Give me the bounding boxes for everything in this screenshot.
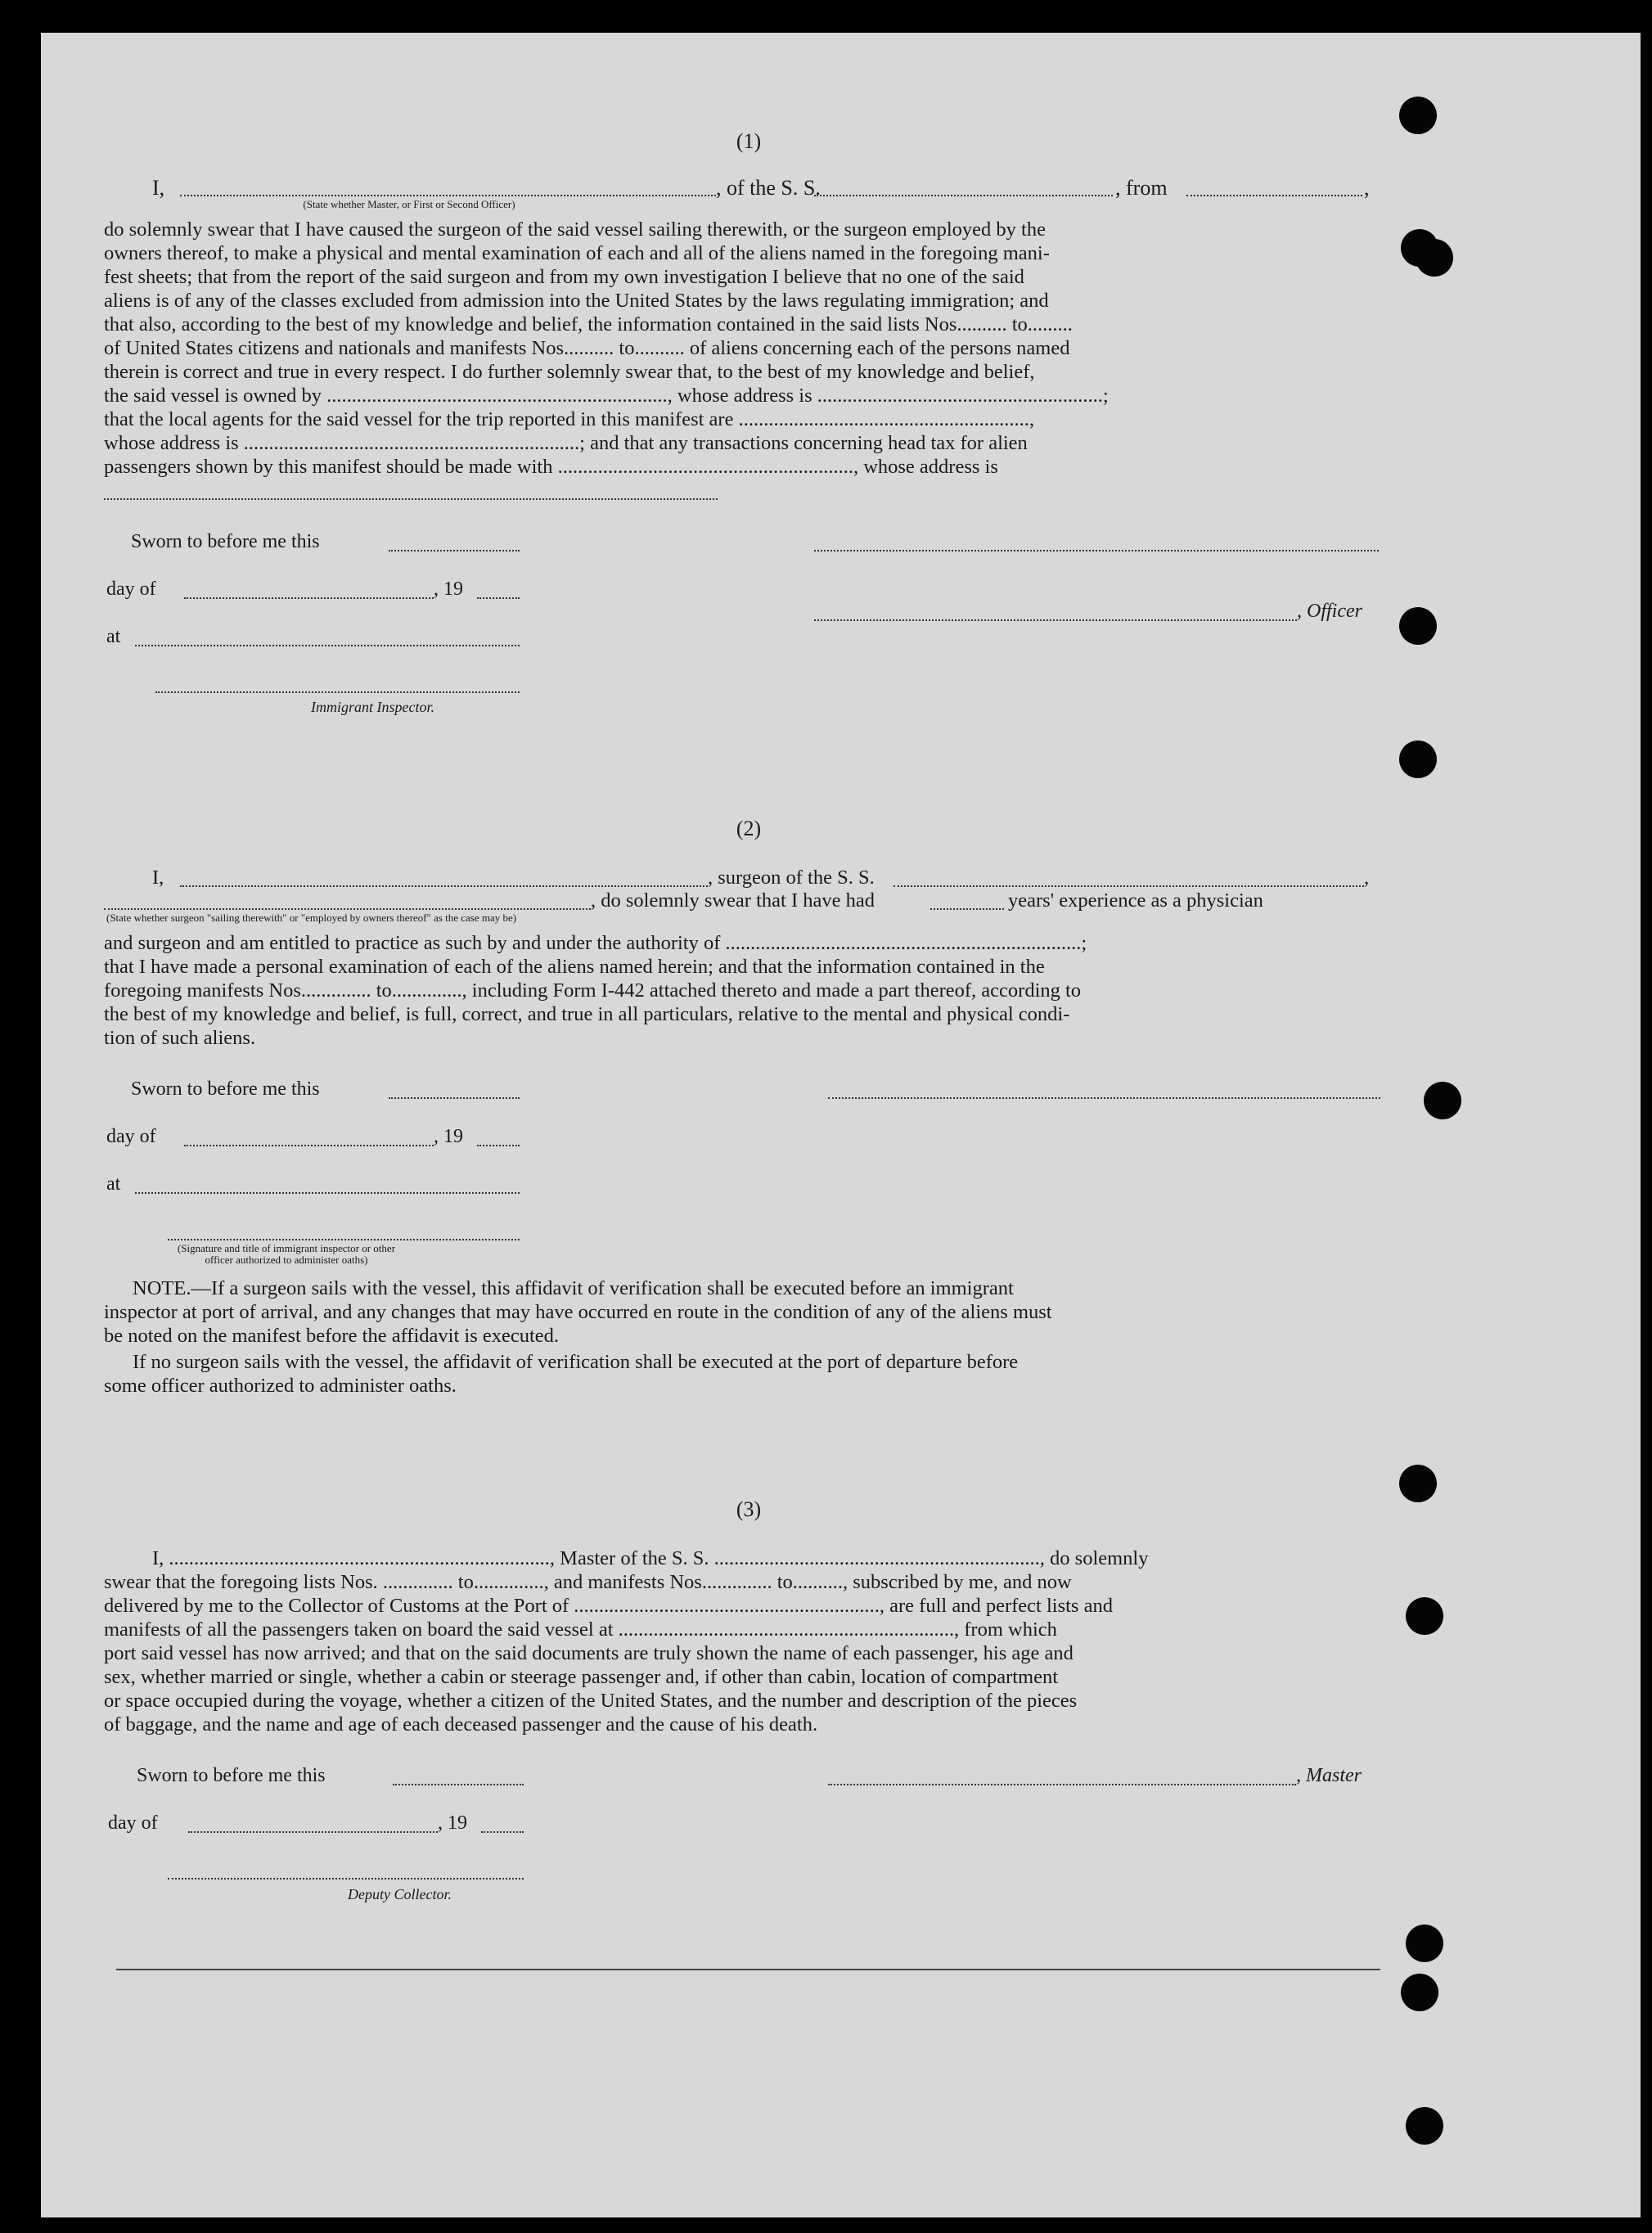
binder-hole bbox=[1416, 239, 1453, 277]
binder-hole bbox=[1406, 1925, 1443, 1962]
at-place-field[interactable] bbox=[135, 645, 520, 646]
binder-hole bbox=[1406, 2107, 1443, 2145]
day-of-field[interactable] bbox=[184, 1145, 434, 1146]
officer-signature-field[interactable] bbox=[814, 550, 1379, 551]
surgeon-status-field[interactable] bbox=[104, 908, 591, 910]
master-name-field[interactable] bbox=[180, 195, 716, 196]
oath-line: do solemnly swear that I have caused the surgeon of the said vessel sailing therewith, or the surgeon employed by the bbox=[104, 218, 1046, 241]
signature-caption: (Signature and title of immigrant inspector or other officer authorized to administer oaths) bbox=[177, 1242, 396, 1266]
at-label: at bbox=[106, 626, 121, 647]
day-of-label: day of bbox=[108, 1812, 158, 1834]
year-field[interactable] bbox=[477, 1145, 520, 1146]
bottom-rule bbox=[116, 1969, 1380, 1970]
surgeon-vessel-field[interactable] bbox=[894, 885, 1364, 887]
at-place-field[interactable] bbox=[135, 1192, 520, 1194]
oath-line: manifests of all the passengers taken on board the said vessel at ..................................................................., from which bbox=[104, 1618, 1057, 1641]
section-1-number: (1) bbox=[736, 129, 762, 153]
note-text: —If a surgeon sails with the vessel, this affidavit of verification shall be executed before an immigrant bbox=[191, 1277, 1014, 1299]
day-of-label: day of bbox=[106, 579, 156, 600]
section-2-number: (2) bbox=[736, 817, 762, 840]
day-of-field[interactable] bbox=[184, 597, 434, 599]
section-2-i: I, bbox=[152, 867, 164, 889]
oath-line: that I have made a personal examination of each of the aliens named herein; and that the information contained in the bbox=[104, 956, 1045, 978]
binder-hole bbox=[1424, 1082, 1461, 1119]
sworn-label: Sworn to before me this bbox=[137, 1765, 326, 1786]
year-label: , 19 bbox=[438, 1812, 467, 1834]
oath-line: whose address is ...................................................................; and that any transactions concerning head tax for alien bbox=[104, 432, 1028, 454]
oath-line: foregoing manifests Nos.............. to.............., including Form I-442 attached thereto and made a part thereof, according to bbox=[104, 979, 1082, 1002]
vessel-name-field[interactable] bbox=[814, 195, 1113, 196]
sworn-date-field[interactable] bbox=[393, 1784, 524, 1785]
year-field[interactable] bbox=[477, 597, 520, 599]
deputy-collector-signature-field[interactable] bbox=[168, 1878, 524, 1880]
oath-line: tion of such aliens. bbox=[104, 1027, 256, 1049]
note-line: If no surgeon sails with the vessel, the affidavit of verification shall be executed at the port of departure before bbox=[133, 1351, 1019, 1373]
section-2-comma: , bbox=[1364, 867, 1370, 889]
year-label: , 19 bbox=[434, 579, 463, 600]
surgeon-signature-field[interactable] bbox=[828, 1097, 1380, 1099]
section-1-i: I, bbox=[152, 176, 165, 200]
oath-line: the best of my knowledge and belief, is full, correct, and true in all particulars, relative to the mental and physical condi- bbox=[104, 1003, 1070, 1025]
surgeon-swear: , do solemnly swear that I have had bbox=[591, 889, 875, 912]
sworn-label: Sworn to before me this bbox=[131, 531, 320, 552]
section-1-comma: , bbox=[1364, 176, 1370, 200]
rank-caption: (State whether Master, or First or Second Officer) bbox=[303, 198, 515, 210]
oath-line: passengers shown by this manifest should be made with ..........................................................., whose address is bbox=[104, 456, 998, 478]
section-1-of-ss: , of the S. S. bbox=[716, 176, 821, 200]
oath-line: swear that the foregoing lists Nos. .............. to.............., and manifests Nos.............. to.........., subscribed by me, and now bbox=[104, 1571, 1072, 1593]
note-line: inspector at port of arrival, and any changes that may have occurred en route in the condition of any of the aliens must bbox=[104, 1301, 1052, 1323]
immigrant-inspector-label: Immigrant Inspector. bbox=[311, 699, 434, 715]
note-line: be noted on the manifest before the affidavit is executed. bbox=[104, 1325, 560, 1347]
from-port-field[interactable] bbox=[1186, 195, 1362, 196]
years-experience-field[interactable] bbox=[930, 908, 1004, 910]
sworn-label: Sworn to before me this bbox=[131, 1078, 320, 1100]
binder-hole bbox=[1399, 1465, 1437, 1502]
document-page bbox=[41, 33, 1641, 2217]
day-of-field[interactable] bbox=[188, 1831, 438, 1833]
oath-line: sex, whether married or single, whether a cabin or steerage passenger and, if other than cabin, location of compartment bbox=[104, 1666, 1059, 1688]
oath-line: owners thereof, to make a physical and mental examination of each and all of the aliens named in the foregoing mani- bbox=[104, 242, 1050, 264]
officer-signature-field-2[interactable] bbox=[814, 619, 1297, 621]
deputy-collector-label: Deputy Collector. bbox=[348, 1886, 452, 1902]
binder-hole bbox=[1399, 607, 1437, 645]
note-label: NOTE. bbox=[133, 1277, 191, 1299]
surgeon-of-ss: , surgeon of the S. S. bbox=[708, 867, 875, 889]
day-of-label: day of bbox=[106, 1126, 156, 1147]
oath-line: that the local agents for the said vessel for the trip reported in this manifest are .........................................................., bbox=[104, 408, 1034, 430]
oath-line: that also, according to the best of my knowledge and belief, the information contained in the said lists Nos.......... to......... bbox=[104, 313, 1073, 335]
oath-line: delivered by me to the Collector of Customs at the Port of ............................................................., are full and perfect lists and bbox=[104, 1595, 1113, 1617]
oath-line: the said vessel is owned by ...................................................................., whose address is .........................................................; bbox=[104, 385, 1109, 407]
year-label: , 19 bbox=[434, 1126, 463, 1147]
years-experience-label: years' experience as a physician bbox=[1008, 889, 1263, 912]
oath-line: fest sheets; that from the report of the said surgeon and from my own investigation I believe that no one of the said bbox=[104, 266, 1024, 288]
oath-line: and surgeon and am entitled to practice as such by and under the authority of .......................................................................; bbox=[104, 932, 1087, 954]
note-line bbox=[133, 1276, 1014, 1300]
oath-line: or space occupied during the voyage, whether a citizen of the United States, and the number and description of the pieces bbox=[104, 1690, 1078, 1712]
binder-hole bbox=[1399, 97, 1437, 134]
note-line: some officer authorized to administer oaths. bbox=[104, 1375, 457, 1397]
oath-line: aliens is of any of the classes excluded from admission into the United States by the laws regulating immigration; and bbox=[104, 290, 1049, 312]
address-continuation-field[interactable] bbox=[104, 498, 718, 500]
at-label: at bbox=[106, 1173, 121, 1195]
officer-label: , Officer bbox=[1297, 601, 1362, 622]
year-field[interactable] bbox=[481, 1831, 524, 1833]
sworn-date-field[interactable] bbox=[389, 550, 520, 551]
oath-line: of United States citizens and nationals and manifests Nos.......... to.......... of aliens concerning each of the persons named bbox=[104, 337, 1070, 359]
section-3-number: (3) bbox=[736, 1497, 762, 1521]
master-signature-field[interactable] bbox=[828, 1784, 1296, 1785]
section-1-from: , from bbox=[1115, 176, 1168, 200]
oath-line: therein is correct and true in every respect. I do further solemnly swear that, to the best of my knowledge and belief, bbox=[104, 361, 1035, 383]
binder-hole bbox=[1406, 1597, 1443, 1635]
oath-line: of baggage, and the name and age of each deceased passenger and the cause of his death. bbox=[104, 1713, 818, 1736]
master-label: , Master bbox=[1296, 1765, 1362, 1786]
surgeon-status-caption: (State whether surgeon "sailing therewith" or "employed by owners thereof" as the case may be) bbox=[106, 912, 517, 924]
oath-line: I, ............................................................................, Master of the S. S. ................................................................., do solemnly bbox=[152, 1547, 1149, 1569]
officer-signature-field[interactable] bbox=[168, 1239, 520, 1240]
binder-hole bbox=[1399, 741, 1437, 778]
binder-hole bbox=[1401, 1974, 1438, 2011]
inspector-signature-field[interactable] bbox=[155, 691, 520, 693]
sworn-date-field[interactable] bbox=[389, 1097, 520, 1099]
surgeon-name-field[interactable] bbox=[180, 885, 708, 887]
oath-line: port said vessel has now arrived; and that on the said documents are truly shown the name of each passenger, his age and bbox=[104, 1642, 1074, 1664]
bleed-through-text bbox=[172, 123, 185, 147]
